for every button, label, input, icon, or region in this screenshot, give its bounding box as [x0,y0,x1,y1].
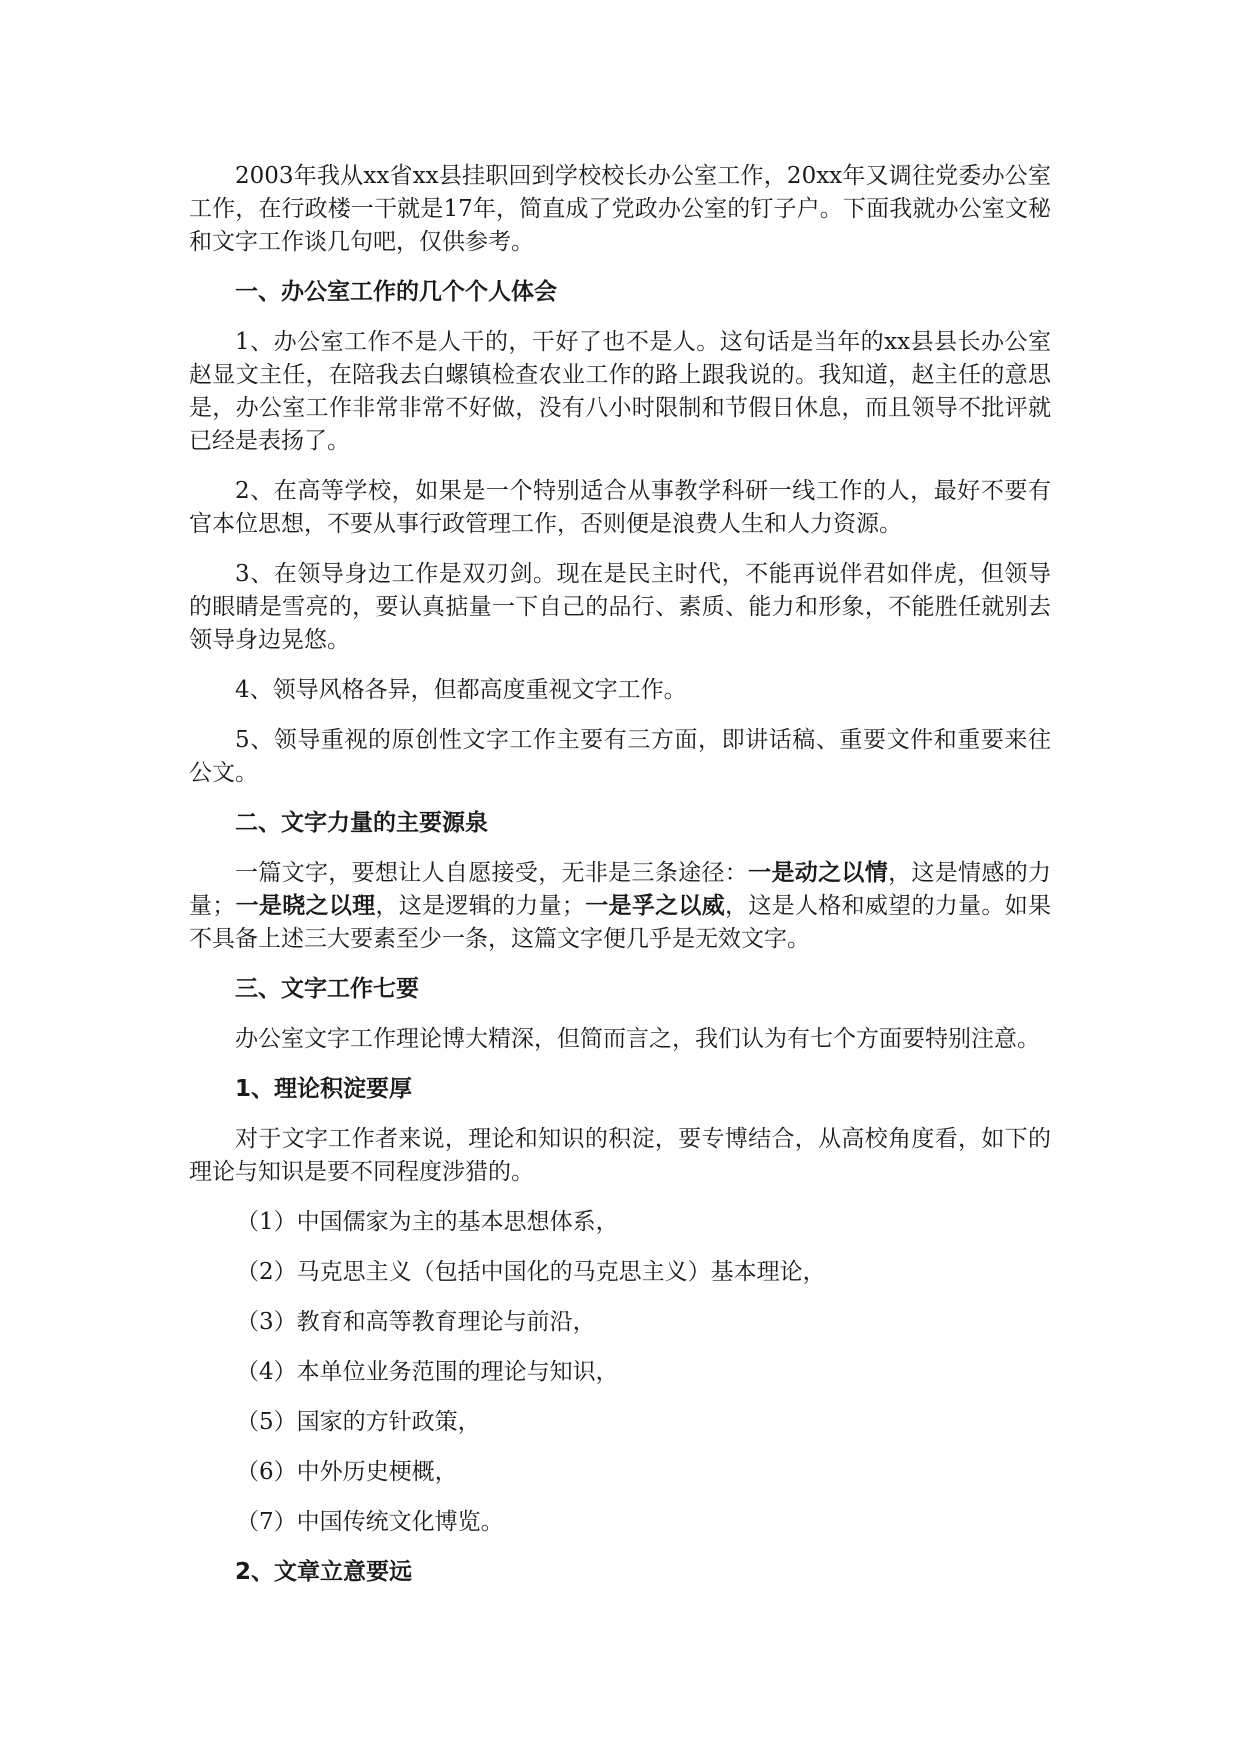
section1-item: 5、领导重视的原创性文字工作主要有三方面，即讲话稿、重要文件和重要来往公文。 [189,727,1051,786]
section1-item: 4、领导风格各异，但都高度重视文字工作。 [235,677,687,703]
section1-item: 2、在高等学校，如果是一个特别适合从事教学科研一线工作的人，最好不要有官本位思想，不要从事行政管理工作，否则便是浪费人生和人力资源。 [189,478,1051,537]
list-item: （5）国家的方针政策， [236,1409,481,1435]
section1-item: 1、办公室工作不是人干的，干好了也不是人。这句话是当年的xx县县长办公室赵显文主任，在陪我去白螺镇检查农业工作的路上跟我说的。我知道，赵主任的意思是，办公室工作非常非常不好做，没有八小时限制和节假日休息，而且领导不批评就已经是表扬了。 [189,329,1051,454]
section3-heading: 三、文字工作七要 [235,976,419,1002]
bold-phrase: 一是晓之以理 [235,893,376,919]
section1-item: 3、在领导身边工作是双刃剑。现在是民主时代，不能再说伴君如伴虎，但领导的眼睛是雪亮的，要认真掂量一下自己的品行、素质、能力和形象，不能胜任就别去领导身边晃悠。 [189,561,1051,653]
subsection-paragraph: 对于文字工作者来说，理论和知识的积淀，要专博结合，从高校角度看，如下的理论与知识是要不同程度涉猎的。 [189,1126,1051,1185]
list-item: （3）教育和高等教育理论与前沿， [236,1309,596,1335]
subsection-heading: 1、理论积淀要厚 [235,1076,413,1102]
list-item: （2）马克思主义（包括中国化的马克思主义）基本理论， [236,1259,826,1285]
list-item: （1）中国儒家为主的基本思想体系， [236,1209,619,1235]
text-span: ，这是人格和威望的力量。如果不具备上述三大要素至少一条，这篇文字便几乎是无效文字。 [189,893,1052,952]
section2-paragraph [189,857,1051,956]
list-item: （4）本单位业务范围的理论与知识， [236,1359,619,1385]
list-item: （6）中外历史梗概， [236,1459,458,1485]
text-span: 一篇文字，要想让人自愿接受，无非是三条途径： [235,860,749,886]
text-span: ，这是逻辑的力量； [375,893,585,919]
section1-heading: 一、办公室工作的几个个人体会 [235,279,557,305]
subsection-heading: 2、文章立意要远 [235,1559,413,1585]
list-item: （7）中国传统文化博览。 [236,1509,504,1535]
bold-phrase: 一是动之以情 [748,860,889,886]
intro-paragraph: 2003年我从xx省xx县挂职回到学校校长办公室工作，20xx年又调往党委办公室工作，在行政楼一干就是17年，简直成了党政办公室的钉子户。下面我就办公室文秘和文字工作谈几句吧，仅供参考。 [189,163,1051,255]
document-page [189,160,1051,1606]
section3-intro: 办公室文字工作理论博大精深，但简而言之，我们认为有七个方面要特别注意。 [235,1026,1040,1052]
text-span: ，这是情感的力量； [189,860,1052,919]
bold-phrase: 一是孚之以威 [584,893,726,919]
section2-heading: 二、文字力量的主要源泉 [235,810,488,836]
